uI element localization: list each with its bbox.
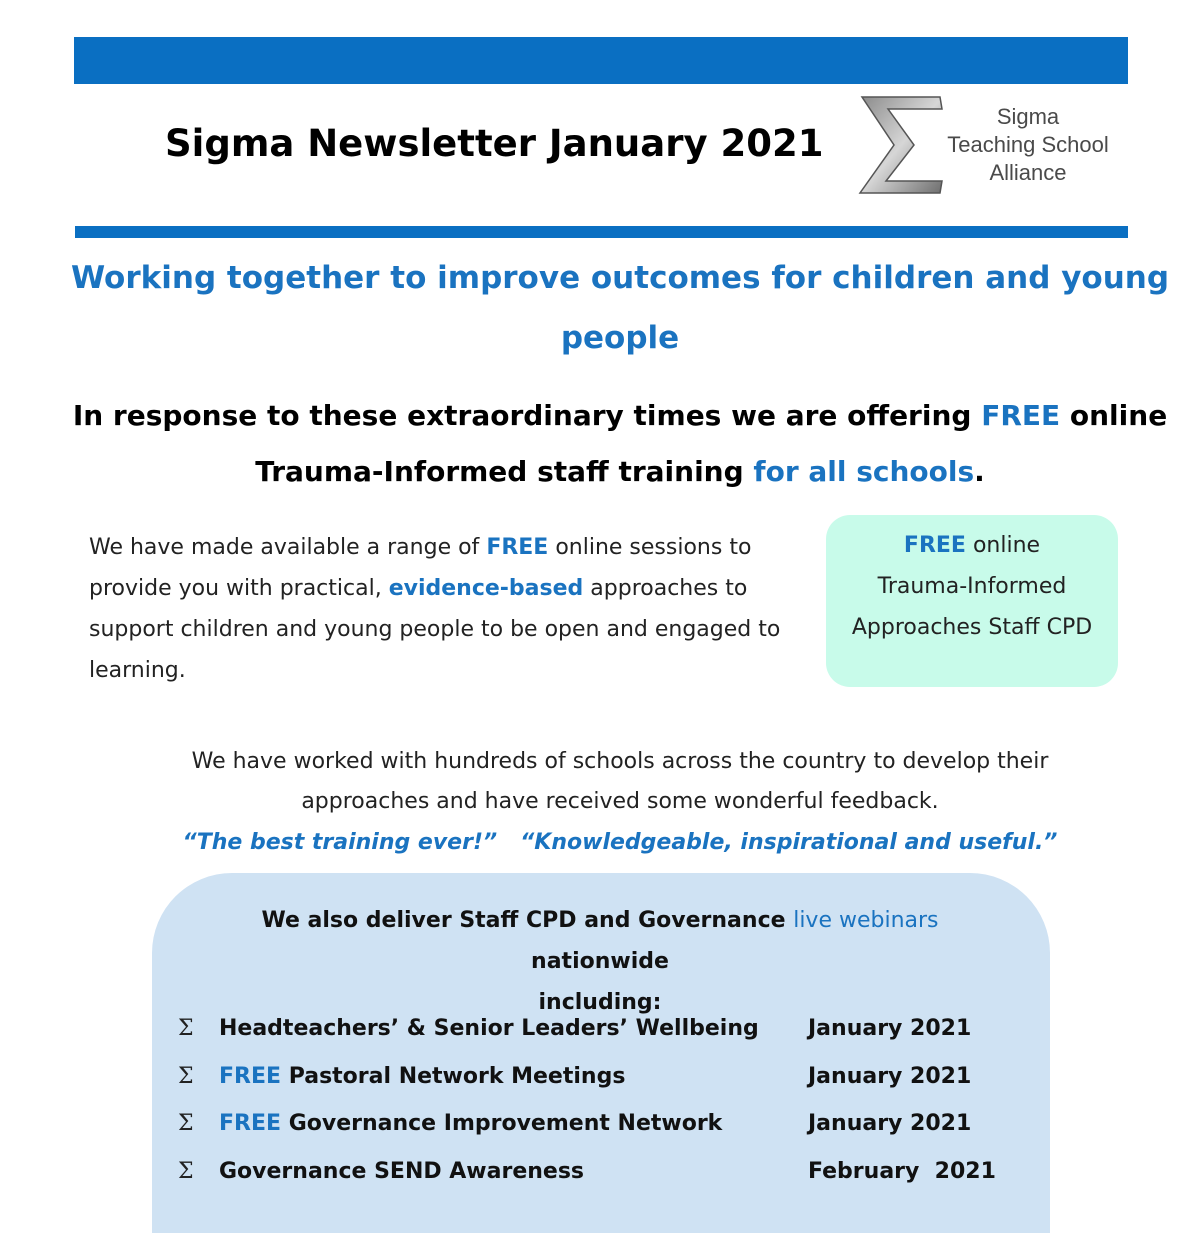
feedback-line-1: We have worked with hundreds of schools across the country to develop their — [191, 749, 1049, 774]
webinar-item — [178, 1060, 1008, 1108]
offer-line-1 — [50, 388, 1190, 444]
feedback-line-2: approaches and have received some wonderful feedback. — [301, 789, 939, 814]
webinar-intro — [190, 900, 1010, 1023]
offer-free-highlight: FREE — [981, 399, 1061, 432]
feedback-quotes — [100, 823, 1140, 863]
logo-line-alliance: Alliance — [989, 160, 1067, 185]
callout-line-1 — [826, 525, 1118, 566]
callout-line-3: Approaches Staff CPD — [851, 615, 1093, 640]
callout-line-2: Trauma-Informed — [877, 574, 1067, 599]
quote-2: “Knowledgeable, inspirational and useful.” — [520, 830, 1058, 855]
sigma-logo — [858, 95, 1128, 195]
quote-1: “The best training ever!” — [182, 830, 498, 855]
intro-text: We have made available a range of — [89, 535, 487, 560]
header-top-bar — [74, 37, 1128, 84]
webinar-title-text: Governance Improvement Network — [288, 1111, 723, 1136]
logo-text — [928, 103, 1128, 187]
sigma-bullet-icon: Σ — [178, 1111, 194, 1136]
webinar-free-highlight: FREE — [219, 1111, 289, 1136]
offer-period: . — [974, 455, 985, 488]
webinar-title-text: Headteachers’ & Senior Leaders’ Wellbeing — [219, 1016, 759, 1041]
sigma-bullet-icon: Σ — [178, 1063, 194, 1089]
webinar-date: January 2021 — [808, 1111, 972, 1136]
offer-text: In response to these extraordinary times we are offering — [72, 399, 982, 432]
webinar-intro-text: nationwide — [531, 949, 669, 974]
offer-all-schools-highlight: for all schools — [753, 455, 975, 488]
webinar-title — [219, 1159, 584, 1184]
intro-text: online sessions to provide you with practical, — [89, 535, 752, 601]
offer-line-2 — [50, 444, 1190, 500]
callout-free-highlight: FREE — [903, 533, 966, 558]
logo-line-teaching-school: Teaching School — [947, 132, 1109, 157]
webinar-title-text: Pastoral Network Meetings — [288, 1063, 626, 1089]
webinar-title — [219, 1064, 625, 1089]
sigma-bullet-icon: Σ — [178, 1158, 194, 1184]
offer-heading — [50, 388, 1190, 500]
webinar-date: February 2021 — [808, 1158, 996, 1184]
intro-text: approaches to support children and young people to be open and engaged to learning. — [89, 576, 781, 683]
webinar-item — [178, 1107, 1008, 1155]
logo-line-sigma: Sigma — [996, 104, 1060, 129]
webinar-list — [178, 1012, 1008, 1202]
sigma-bullet-icon: Σ — [178, 1016, 194, 1041]
header-divider-bar — [75, 226, 1128, 238]
webinar-intro-text: We also deliver Staff CPD and Governance — [261, 908, 794, 933]
live-webinars-highlight: live webinars — [793, 908, 939, 933]
webinar-title-text: Governance SEND Awareness — [219, 1158, 585, 1184]
webinar-title — [219, 1111, 722, 1136]
tagline-line-2: people — [560, 320, 680, 356]
callout-text: online — [965, 533, 1041, 558]
tagline-heading — [60, 248, 1180, 368]
webinar-title — [219, 1016, 759, 1041]
webinar-intro-line-1 — [190, 900, 1010, 982]
feedback-paragraph — [100, 742, 1140, 822]
free-cpd-callout — [826, 515, 1118, 687]
newsletter-title: Sigma Newsletter January 2021 — [165, 122, 824, 165]
webinar-item — [178, 1012, 1008, 1060]
webinar-intro-line-2: including: — [538, 990, 662, 1015]
webinar-date: January 2021 — [808, 1063, 972, 1089]
intro-evidence-highlight: evidence-based — [388, 576, 584, 601]
tagline-line-1: Working together to improve outcomes for children and young — [70, 260, 1170, 296]
offer-text: Trauma-Informed staff training — [255, 455, 754, 488]
webinar-free-highlight: FREE — [219, 1063, 289, 1089]
intro-free-highlight: FREE — [486, 535, 549, 560]
offer-text: online — [1060, 399, 1168, 432]
webinar-item — [178, 1155, 1008, 1203]
intro-paragraph — [89, 527, 799, 691]
webinar-date: January 2021 — [808, 1016, 972, 1041]
